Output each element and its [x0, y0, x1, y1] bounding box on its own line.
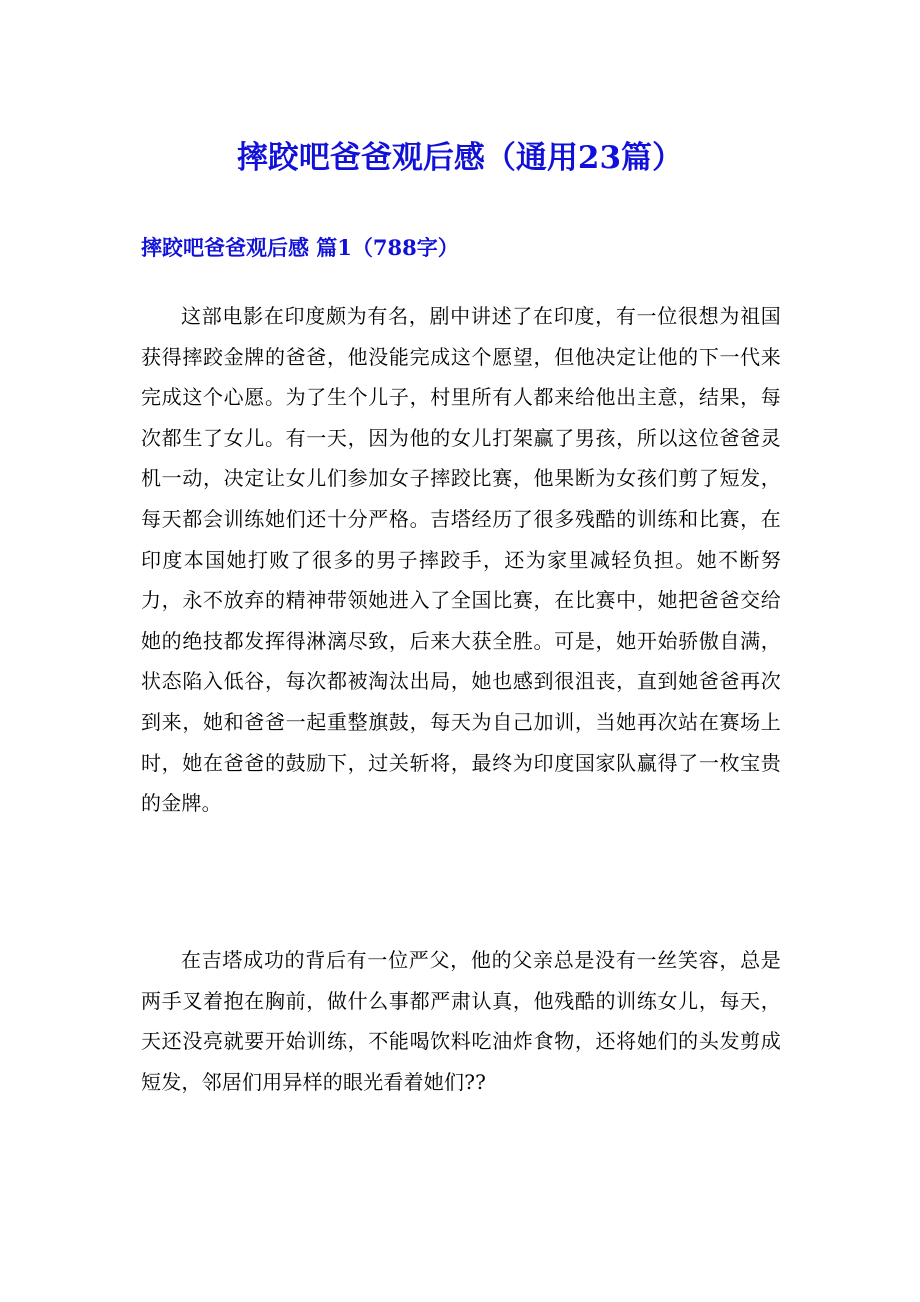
document-title: 摔跤吧爸爸观后感（通用23篇）: [236, 140, 684, 176]
section-heading: 摔跤吧爸爸观后感 篇1（788字）: [141, 235, 459, 260]
body-paragraph-1: 这部电影在印度颇为有名，剧中讲述了在印度，有一位很想为祖国获得摔跤金牌的爸爸，他没能完成这个愿望，但他决定让他的下一代来完成这个心愿。为了生个儿子，村里所有人都来给他出主意，结果，每次都生了女儿。有一天，因为他的女儿打架赢了男孩，所以这位爸爸灵机一动，决定让女儿们参加女子摔跤比赛，他果断为女孩们剪了短发，每天都会训练她们还十分严格。吉塔经历了很多残酷的训练和比赛，在印度本国她打败了很多的男子摔跤手，还为家里减轻负担。她不断努力，永不放弃的精神带领她进入了全国比赛，在比赛中，她把爸爸交给她的绝技都发挥得淋漓尽致，后来大获全胜。可是，她开始骄傲自满，状态陷入低谷，每次都被淘汰出局，她也感到很沮丧，直到她爸爸再次到来，她和爸爸一起重整旗鼓，每天为自己加训，当她再次站在赛场上时，她在爸爸的鼓励下，过关斩将，最终为印度国家队赢得了一枚宝贵的金牌。: [141, 304, 781, 816]
body-paragraph-2: 在吉塔成功的背后有一位严父，他的父亲总是没有一丝笑容，总是两手叉着抱在胸前，做什么事都严肃认真，他残酷的训练女儿，每天，天还没亮就要开始训练，不能喝饮料吃油炸食物，还将她们的头发剪成短发，邻居们用异样的眼光看着她们??: [141, 948, 781, 1094]
